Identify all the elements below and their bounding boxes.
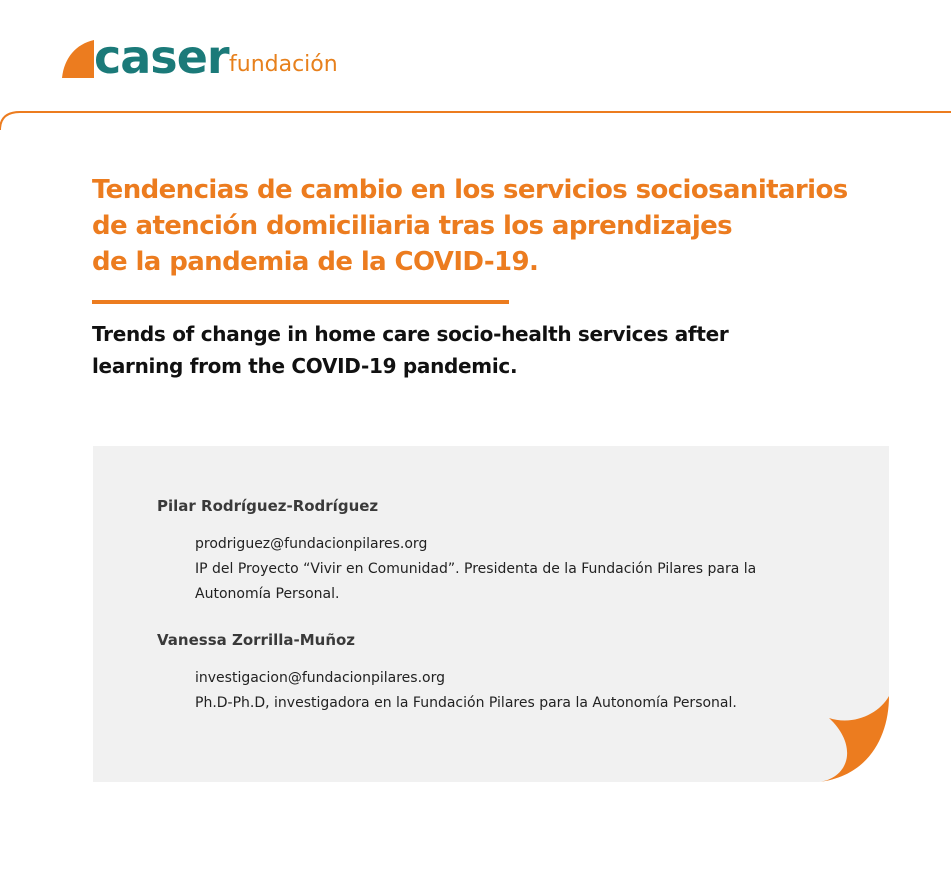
title-en-line: learning from the COVID-19 pandemic.: [92, 354, 518, 378]
authors-panel: [93, 446, 889, 782]
header-divider: [0, 104, 951, 134]
author-details: [195, 532, 756, 607]
author-role-line: IP del Proyecto “Vivir en Comunidad”. Presidenta de la Fundación Pilares para la: [195, 561, 757, 577]
author-details: [195, 666, 737, 716]
title-en-line: Trends of change in home care socio-health services after: [92, 322, 729, 346]
caser-fundacion-logo: [60, 30, 360, 86]
title-es-line: Tendencias de cambio en los servicios sociosanitarios: [92, 175, 848, 205]
logo-sub-text: fundación: [229, 52, 338, 77]
author-email[interactable]: investigacion@fundacionpilares.org: [195, 670, 446, 686]
title-es-line: de la pandemia de la COVID-19.: [92, 247, 539, 277]
author-entry: [157, 496, 756, 607]
title-underline: [92, 300, 509, 304]
author-role-line: Autonomía Personal.: [195, 586, 340, 602]
author-email[interactable]: prodriguez@fundacionpilares.org: [195, 536, 428, 552]
logo-brand-text: caser: [94, 30, 229, 84]
author-name: Pilar Rodríguez-Rodríguez: [157, 497, 379, 515]
title-spanish: [92, 172, 852, 280]
author-name: Vanessa Zorrilla-Muñoz: [157, 631, 356, 649]
title-english: [92, 318, 852, 382]
author-entry: [157, 630, 737, 716]
title-es-line: de atención domiciliaria tras los aprendizajes: [92, 211, 733, 241]
logo-swoosh-icon: [60, 38, 94, 78]
author-role-line: Ph.D-Ph.D, investigadora en la Fundación Pilares para la Autonomía Personal.: [195, 695, 737, 711]
page-curl-corner-icon: [819, 696, 889, 782]
